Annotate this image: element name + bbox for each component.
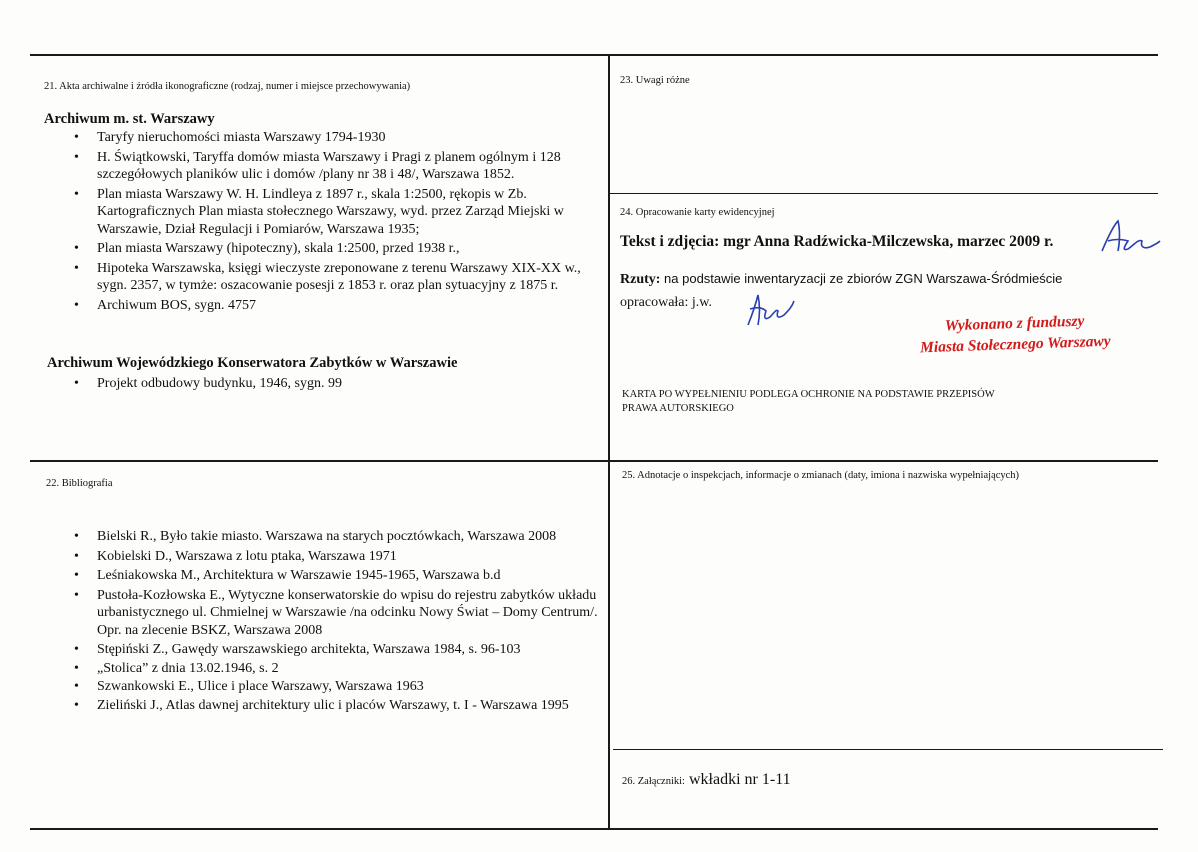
text-photos-credit: Tekst i zdjęcia: mgr Anna Radźwicka-Milczewska, marzec 2009 r. bbox=[620, 233, 1054, 250]
section-21 bbox=[30, 55, 608, 460]
section-26 bbox=[610, 751, 1158, 828]
list-item: • Stępiński Z., Gawędy warszawskiego architekta, Warszawa 1984, s. 96-103 bbox=[60, 641, 620, 659]
stamp-line-1: Wykonano z funduszy bbox=[944, 312, 1085, 335]
notice-line-2: PRAWA AUTORSKIEGO bbox=[622, 403, 734, 414]
signature-mark bbox=[1098, 217, 1162, 257]
bottom-border bbox=[30, 828, 1158, 830]
list-item: • Bielski R., Było takie miasto. Warszawa na starych pocztówkach, Warszawa 2008 bbox=[60, 528, 620, 546]
divider-25-26 bbox=[613, 749, 1163, 750]
list-item: • Szwankowski E., Ulice i place Warszawy, Warszawa 1963 bbox=[60, 678, 620, 696]
list-item: • Zieliński J., Atlas dawnej architektury ulic i placów Warszawy, t. I - Warszawa 1995 bbox=[60, 697, 620, 715]
archive-konserwator-list bbox=[60, 375, 600, 393]
section-25 bbox=[610, 462, 1158, 749]
attachments-label: 26. Załączniki: bbox=[622, 776, 685, 787]
archive-konserwator-title: Archiwum Wojewódzkiego Konserwatora Zabytków w Warszawie bbox=[47, 355, 458, 371]
archive-warszawa-list bbox=[60, 129, 600, 314]
archive-warszawa-title: Archiwum m. st. Warszawy bbox=[44, 111, 215, 127]
initials-signature bbox=[742, 293, 802, 329]
rzuty-label: Rzuty: bbox=[620, 272, 661, 287]
attachments-line bbox=[622, 771, 791, 789]
section-22 bbox=[30, 462, 608, 828]
list-item: • H. Świątkowski, Taryffa domów miasta Warszawy i Pragi z planem ogólnym i 128 szczegółowych planików ulic i domów /plany nr 38 i 48/, Warszawa 1852. bbox=[60, 149, 600, 184]
section-24-header: 24. Opracowanie karty ewidencyjnej bbox=[620, 207, 775, 218]
list-item: • Leśniakowska M., Architektura w Warszawie 1945-1965, Warszawa b.d bbox=[60, 567, 620, 585]
section-25-header: 25. Adnotacje o inspekcjach, informacje o zmianach (daty, imiona i nazwiska wypełniających) bbox=[622, 470, 1020, 481]
section-23 bbox=[610, 55, 1158, 193]
divider-23-24 bbox=[608, 193, 1158, 194]
list-item: • Archiwum BOS, sygn. 4757 bbox=[60, 297, 600, 315]
stamp-line-2: Miasta Stołecznego Warszawy bbox=[919, 332, 1111, 357]
list-item: • Pustoła-Kozłowska E., Wytyczne konserwatorskie do wpisu do rejestru zabytków układu urbanistycznego ul. Chmielnej w Warszawie /na odcinku Nowy Świat – Domy Centrum/. Opr. na zlecenie BSKZ, Warszawa 2008 bbox=[60, 587, 620, 640]
attachments-value: wkładki nr 1-11 bbox=[688, 771, 791, 788]
rzuty-text: na podstawie inwentaryzacji ze zbiorów ZGN Warszawa-Śródmieście bbox=[660, 271, 1063, 286]
section-22-header: 22. Bibliografia bbox=[46, 478, 113, 489]
notice-line-1: KARTA PO WYPEŁNIENIU PODLEGA OCHRONIE NA PODSTAWIE PRZEPISÓW bbox=[622, 389, 995, 400]
list-item: • Plan miasta Warszawy (hipoteczny), skala 1:2500, przed 1938 r., bbox=[60, 240, 600, 258]
section-24 bbox=[610, 195, 1158, 460]
list-item: • Hipoteka Warszawska, księgi wieczyste zreponowane z terenu Warszawy XIX-XX w., sygn. 2357, w tymże: oszacowanie posesji z 1853 r. oraz plan sytuacyjny z 1875 r. bbox=[60, 260, 600, 295]
list-item: • Projekt odbudowy budynku, 1946, sygn. 99 bbox=[60, 375, 600, 393]
section-21-header: 21. Akta archiwalne i źródła ikonograficzne (rodzaj, numer i miejsce przechowywania) bbox=[44, 81, 411, 92]
list-item: • Taryfy nieruchomości miasta Warszawy 1794-1930 bbox=[60, 129, 600, 147]
list-item: • „Stolica” z dnia 13.02.1946, s. 2 bbox=[60, 660, 620, 678]
copyright-notice bbox=[622, 388, 995, 416]
prepared-by: opracowała: j.w. bbox=[620, 295, 712, 310]
bibliography-list bbox=[60, 528, 620, 714]
section-23-header: 23. Uwagi różne bbox=[620, 75, 690, 86]
funding-stamp bbox=[879, 308, 1150, 359]
list-item: • Plan miasta Warszawy W. H. Lindleya z 1897 r., skala 1:2500, rękopis w Zb. Kartograficznych Plan miasta stołecznego Warszawy, wyd. przez Zarząd Miejski w Warszawie, Dział Regulacji i Pomiarów, Warszawa 1935; bbox=[60, 186, 600, 239]
list-item: • Kobielski D., Warszawa z lotu ptaka, Warszawa 1971 bbox=[60, 548, 620, 566]
rzuty-line bbox=[620, 271, 1140, 288]
